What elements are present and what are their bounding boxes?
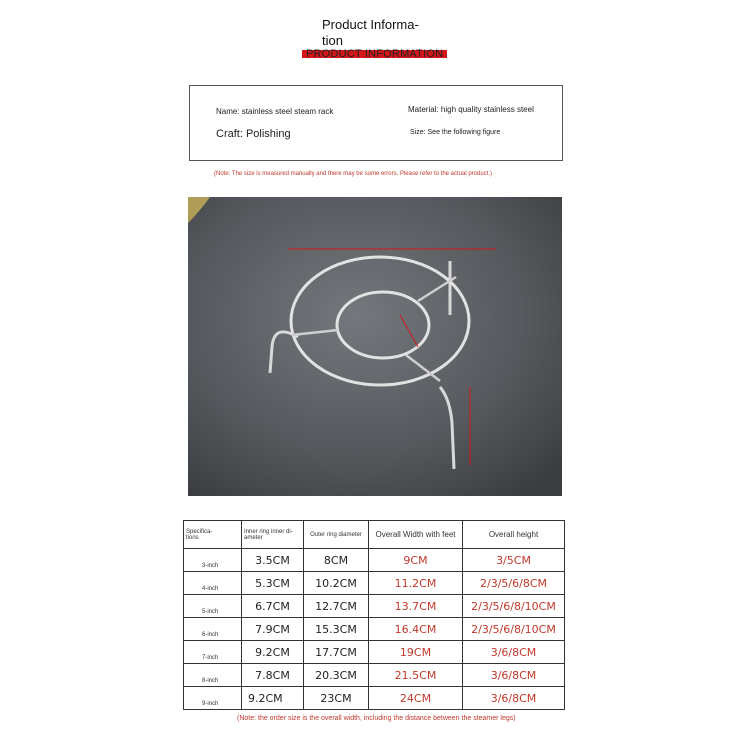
table-row (184, 664, 565, 687)
outer-diameter-cell: 23CM (304, 687, 369, 710)
outer-diameter-cell: 20.3CM (304, 664, 369, 687)
spec-cell: 8-inch (184, 664, 242, 687)
overall-height-cell: 3/5CM (463, 549, 565, 572)
overall-height-cell: 3/6/8CM (463, 641, 565, 664)
product-info-box (189, 85, 563, 161)
header-overall-height: Overall height (463, 521, 565, 549)
spec-cell: 5-inch (184, 595, 242, 618)
spec-table (183, 520, 565, 710)
overall-height-cell: 3/6/8CM (463, 664, 565, 687)
header-inner-diameter: Inner ring inner di- ameter (242, 521, 304, 549)
header-overall-width: Overall Width with feet (369, 521, 463, 549)
overall-width-cell: 13.7CM (369, 595, 463, 618)
table-row (184, 549, 565, 572)
overall-width-cell: 24CM (369, 687, 463, 710)
table-row (184, 687, 565, 710)
overall-width-cell: 11.2CM (369, 572, 463, 595)
product-size: Size: See the following figure (410, 129, 501, 136)
header-outer-diameter: Outer ring diameter (304, 521, 369, 549)
table-row (184, 641, 565, 664)
outer-diameter-cell: 15.3CM (304, 618, 369, 641)
inner-diameter-cell: 6.7CM (242, 595, 304, 618)
page-subtitle: PRODUCT INFORMATION (306, 48, 444, 60)
spec-cell: 4-inch (184, 572, 242, 595)
inner-diameter-cell: 5.3CM (242, 572, 304, 595)
overall-height-cell: 2/3/5/6/8CM (463, 572, 565, 595)
overall-height-cell: 2/3/5/6/8/10CM (463, 595, 565, 618)
inner-diameter-cell: 7.9CM (242, 618, 304, 641)
measurement-note: (Note: The size is measured manually and there may be some errors. Please refer to the actual product.) (214, 171, 493, 177)
outer-diameter-cell: 8CM (304, 549, 369, 572)
table-row (184, 595, 565, 618)
table-row (184, 618, 565, 641)
product-name: Name: stainless steel steam rack (216, 107, 334, 116)
product-material: Material: high quality stainless steel (408, 105, 534, 114)
outer-diameter-cell: 10.2CM (304, 572, 369, 595)
header-specifications: Specifica- tions (184, 521, 242, 549)
inner-diameter-cell: 7.8CM (242, 664, 304, 687)
spec-cell: 9-inch (184, 687, 242, 710)
outer-diameter-cell: 17.7CM (304, 641, 369, 664)
inner-diameter-cell: 9.2CM (242, 641, 304, 664)
table-header-row (184, 521, 565, 549)
overall-width-cell: 9CM (369, 549, 463, 572)
outer-diameter-cell: 12.7CM (304, 595, 369, 618)
spec-cell: 6-inch (184, 618, 242, 641)
inner-diameter-cell: 9.2CM (242, 687, 304, 710)
spec-cell: 7-inch (184, 641, 242, 664)
overall-width-cell: 19CM (369, 641, 463, 664)
spec-cell: 3-inch (184, 549, 242, 572)
table-row (184, 572, 565, 595)
page-title: Product Informa- tion (322, 17, 419, 48)
order-size-note: (Note: the order size is the overall width, including the distance between the steamer legs) (237, 715, 516, 722)
overall-width-cell: 16.4CM (369, 618, 463, 641)
overall-height-cell: 2/3/5/6/8/10CM (463, 618, 565, 641)
overall-height-cell: 3/6/8CM (463, 687, 565, 710)
inner-diameter-cell: 3.5CM (242, 549, 304, 572)
product-photo (188, 197, 562, 496)
product-craft: Craft: Polishing (216, 128, 291, 140)
overall-width-cell: 21.5CM (369, 664, 463, 687)
